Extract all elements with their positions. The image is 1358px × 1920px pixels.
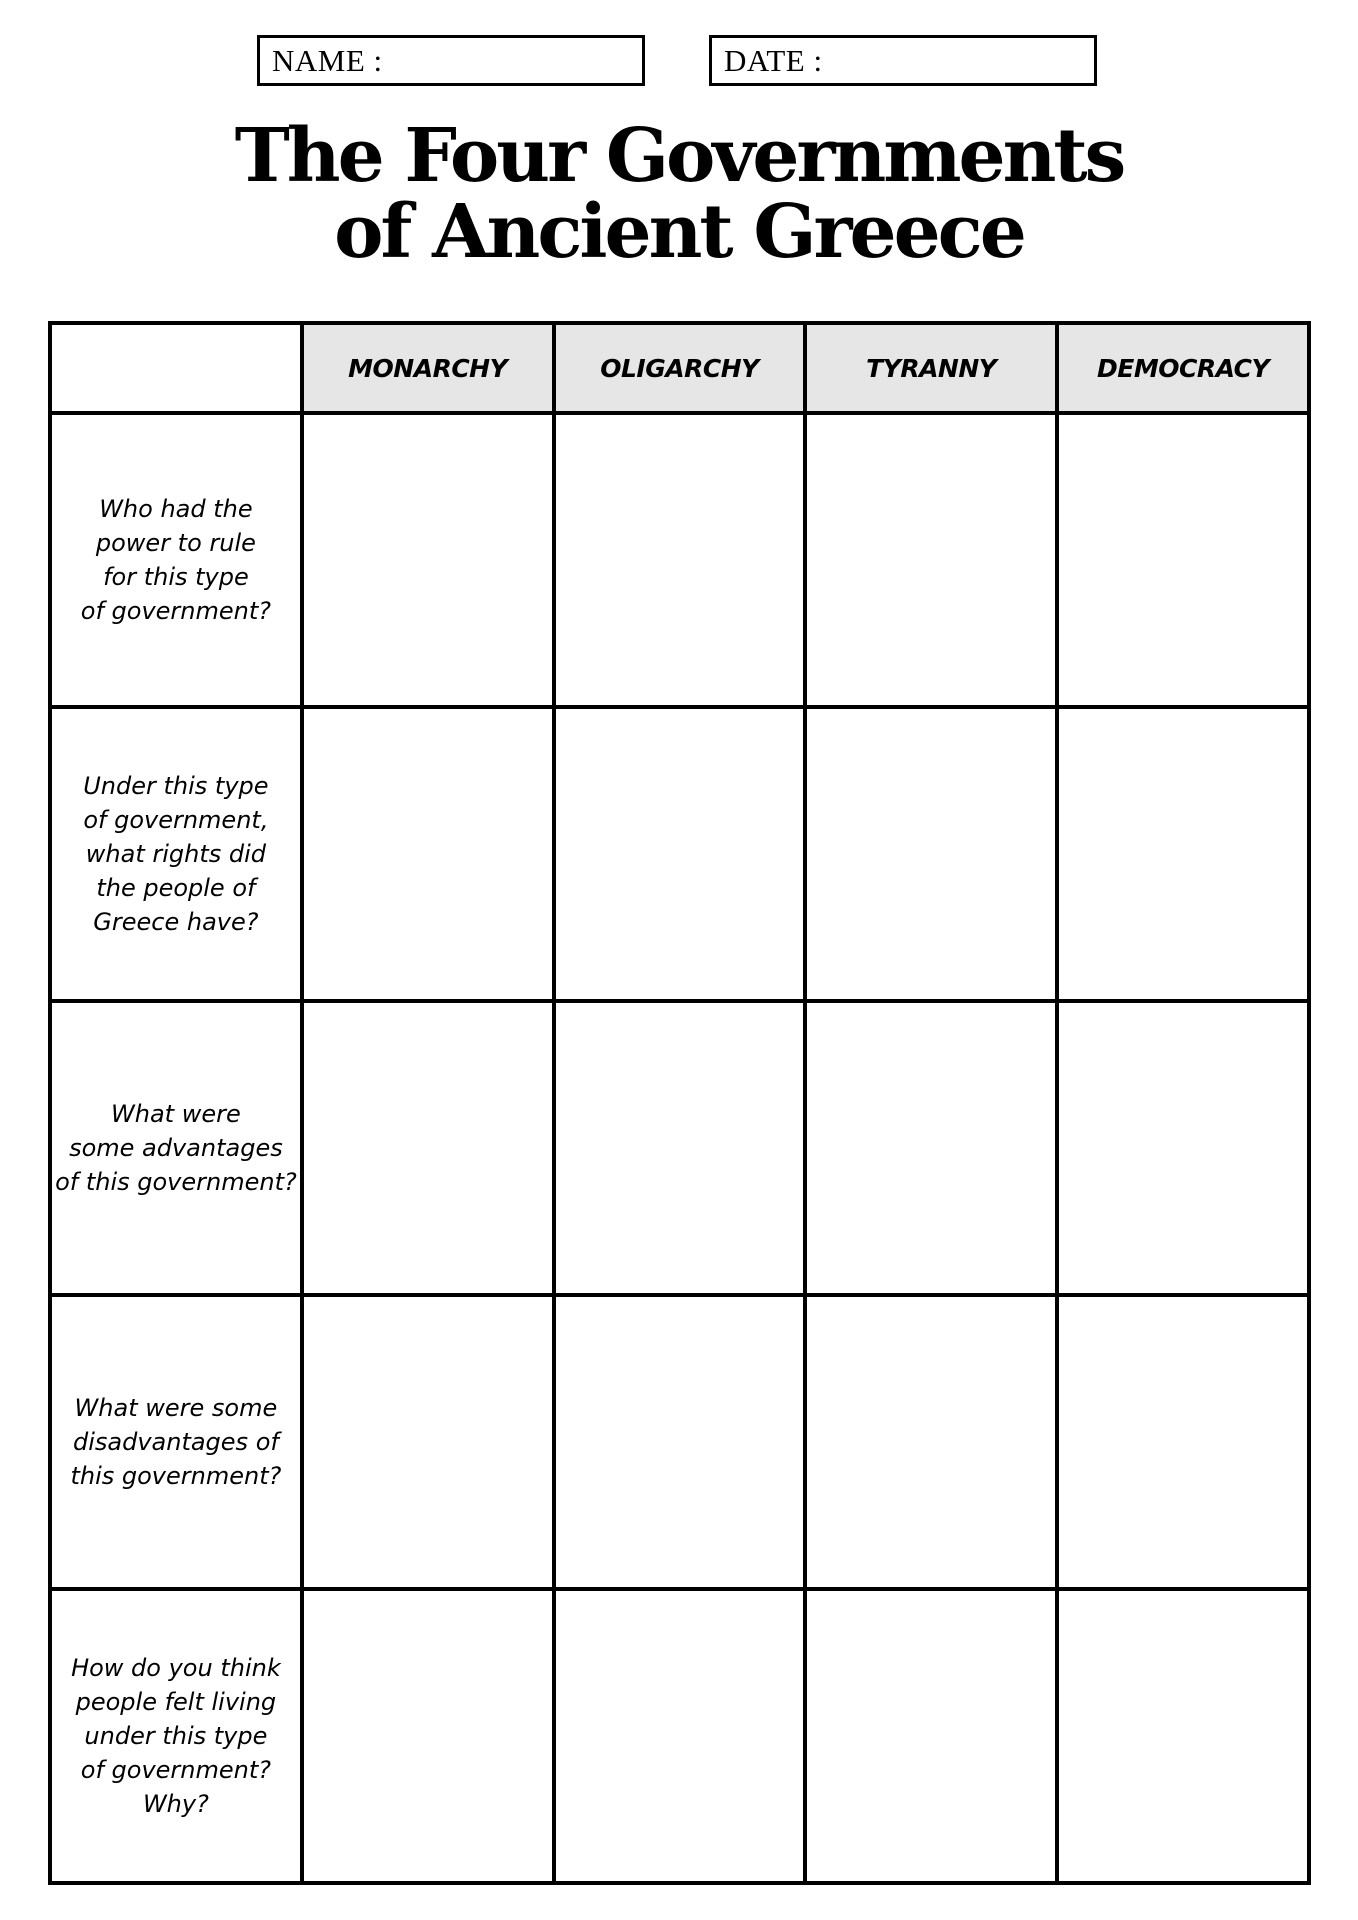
column-header-monarchy: MONARCHY — [302, 323, 554, 413]
row-question: Under this type of government, what rights did the people of Greece have? — [50, 707, 302, 1001]
table-row — [50, 413, 1309, 707]
table-row — [50, 707, 1309, 1001]
row-question: How do you think people felt living under this type of government? Why? — [50, 1589, 302, 1883]
header-row — [50, 323, 1309, 413]
answer-cell-tyranny[interactable] — [805, 1001, 1057, 1295]
row-question: What were some advantages of this government? — [50, 1001, 302, 1295]
column-header-tyranny: TYRANNY — [805, 323, 1057, 413]
answer-cell-tyranny[interactable] — [805, 1295, 1057, 1589]
answer-cell-democracy[interactable] — [1057, 707, 1309, 1001]
answer-cell-oligarchy[interactable] — [554, 1001, 806, 1295]
header-corner-cell — [50, 323, 302, 413]
government-comparison-table — [48, 321, 1311, 1885]
answer-cell-tyranny[interactable] — [805, 1589, 1057, 1883]
answer-cell-oligarchy[interactable] — [554, 1589, 806, 1883]
answer-cell-monarchy[interactable] — [302, 707, 554, 1001]
answer-cell-democracy[interactable] — [1057, 1001, 1309, 1295]
page-title — [0, 113, 1358, 275]
answer-cell-tyranny[interactable] — [805, 413, 1057, 707]
answer-cell-oligarchy[interactable] — [554, 1295, 806, 1589]
row-question: What were some disadvantages of this government? — [50, 1295, 302, 1589]
answer-cell-democracy[interactable] — [1057, 1589, 1309, 1883]
table-row — [50, 1001, 1309, 1295]
date-label: DATE : — [724, 42, 823, 78]
answer-cell-tyranny[interactable] — [805, 707, 1057, 1001]
answer-cell-monarchy[interactable] — [302, 1589, 554, 1883]
answer-cell-monarchy[interactable] — [302, 1295, 554, 1589]
title-line-1: The Four Governments — [234, 113, 1124, 199]
answer-cell-democracy[interactable] — [1057, 1295, 1309, 1589]
name-label: NAME : — [272, 42, 383, 78]
date-field[interactable] — [709, 35, 1097, 86]
answer-cell-oligarchy[interactable] — [554, 413, 806, 707]
row-question: Who had the power to rule for this type of government? — [50, 413, 302, 707]
table-row — [50, 1295, 1309, 1589]
name-field[interactable] — [257, 35, 645, 86]
answer-cell-monarchy[interactable] — [302, 1001, 554, 1295]
answer-cell-democracy[interactable] — [1057, 413, 1309, 707]
answer-cell-oligarchy[interactable] — [554, 707, 806, 1001]
answer-cell-monarchy[interactable] — [302, 413, 554, 707]
title-line-2: of Ancient Greece — [334, 189, 1024, 275]
column-header-oligarchy: OLIGARCHY — [554, 323, 806, 413]
table-row — [50, 1589, 1309, 1883]
column-header-democracy: DEMOCRACY — [1057, 323, 1309, 413]
